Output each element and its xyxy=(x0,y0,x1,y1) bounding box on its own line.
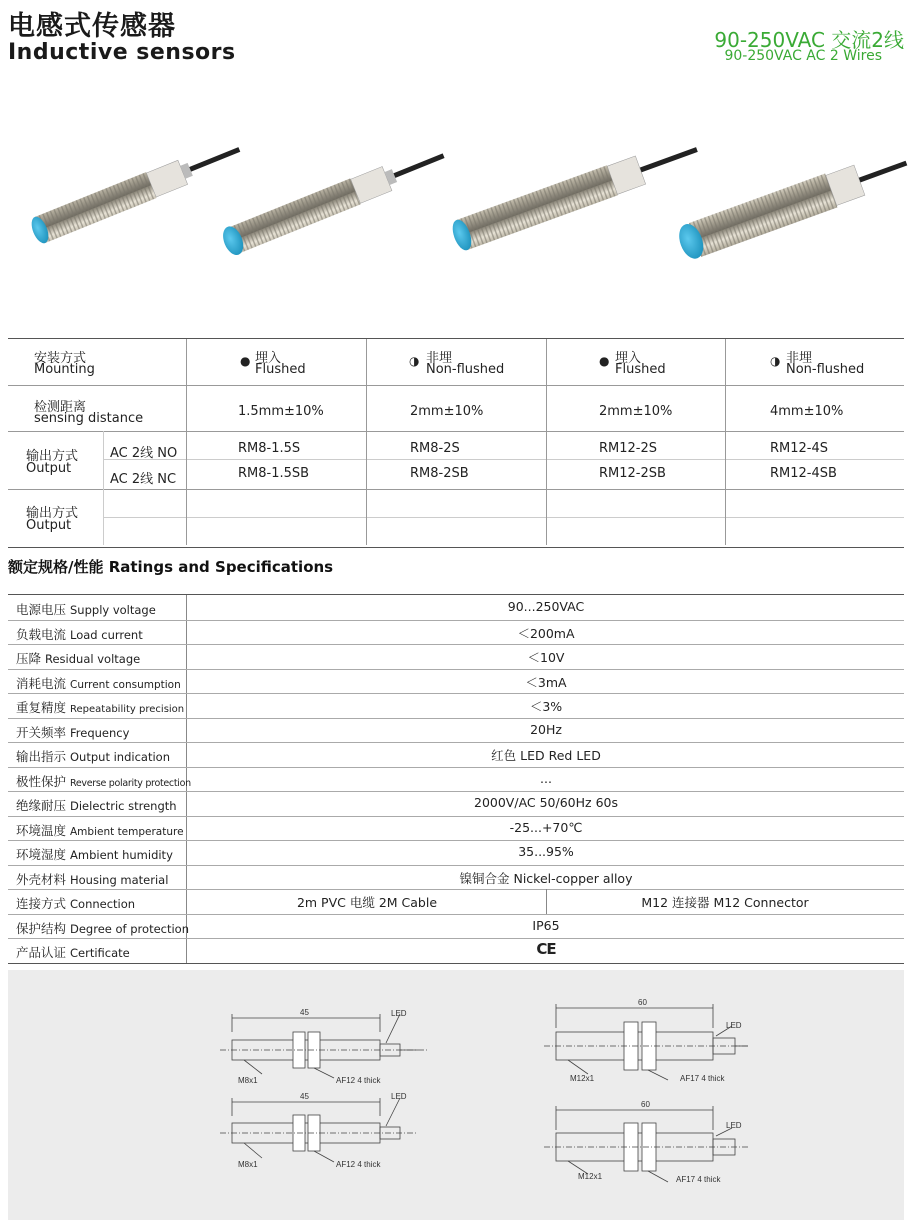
spec-row-current-consumption: 消耗电流 Current consumption ＜3mA xyxy=(8,669,904,695)
mount-icon-nonflushed: ◑ xyxy=(770,354,781,368)
col4-no-model: RM12-4S xyxy=(770,441,829,456)
col1-mount-cn: 埋入 xyxy=(255,351,282,366)
dim-thread-4: M12x1 xyxy=(578,1172,603,1181)
output-label-cn: 输出方式 xyxy=(26,449,79,464)
ce-mark: CE xyxy=(536,940,556,958)
col3-nc-model: RM12-2SB xyxy=(599,466,666,481)
dimension-drawings xyxy=(8,970,904,1220)
spec-row-certificate: 产品认证 Certificate CE xyxy=(8,938,904,963)
spec-row-load-current: 负载电流 Load current ＜200mA xyxy=(8,620,904,646)
mounting-label-cn: 安装方式 xyxy=(34,351,87,366)
dim-length-2: 45 xyxy=(300,1092,309,1101)
dim-nut-2: AF12 4 thick xyxy=(336,1160,381,1169)
output2-label-en: Output xyxy=(26,518,72,533)
col1-nc-model: RM8-1.5SB xyxy=(238,466,310,481)
col4-nc-model: RM12-4SB xyxy=(770,466,837,481)
sensor-photo-rm12-flushed xyxy=(449,134,702,252)
voltage-spec-en: 90-250VAC AC 2 Wires xyxy=(724,48,882,64)
col4-mount-cn: 非埋 xyxy=(786,351,813,366)
dim-thread-1: M8x1 xyxy=(238,1076,258,1085)
spec-row-residual-voltage: 压降 Residual voltage ＜10V xyxy=(8,644,904,670)
spec-row-frequency: 开关频率 Frequency 20Hz xyxy=(8,718,904,744)
output-label-en: Output xyxy=(26,461,72,476)
page-title-cn: 电感式传感器 xyxy=(8,11,176,42)
dim-nut-3: AF17 4 thick xyxy=(680,1074,725,1083)
drawing-m12-connector xyxy=(544,1106,750,1182)
drawing-m8-connector xyxy=(220,1098,418,1162)
dimension-drawings-svg xyxy=(8,970,904,1220)
mount-icon-nonflushed: ◑ xyxy=(409,354,420,368)
output2-label-cn: 输出方式 xyxy=(26,506,79,521)
mount-icon-flushed: ● xyxy=(240,354,251,368)
col1-mount-en: Flushed xyxy=(255,362,306,377)
dim-length-1: 45 xyxy=(300,1008,309,1017)
col3-distance: 2mm±10% xyxy=(599,404,673,419)
spec-row-supply-voltage: 电源电压 Supply voltage 90...250VAC xyxy=(8,595,904,621)
drawing-m12-cable xyxy=(544,1004,750,1080)
col4-mount-en: Non-flushed xyxy=(786,362,865,377)
connection-cable: 2m PVC 电缆 2M Cable xyxy=(296,895,438,910)
spec-row-connection: 连接方式 Connection 2m PVC 电缆 2M Cable M12 连接器 M12 Connector xyxy=(8,889,904,915)
col4-distance: 4mm±10% xyxy=(770,404,844,419)
specs-table xyxy=(8,594,904,964)
dim-nut-1: AF12 4 thick xyxy=(336,1076,381,1085)
specs-title: 额定规格/性能 Ratings and Specifications xyxy=(8,558,334,576)
spec-row-dielectric-strength: 绝缘耐压 Dielectric strength 2000V/AC 50/60Hz 60s xyxy=(8,791,904,817)
spec-row-repeatability: 重复精度 Repeatability precision ＜3% xyxy=(8,693,904,719)
col1-distance: 1.5mm±10% xyxy=(238,404,324,419)
spec-row-protection: 保护结构 Degree of protection IP65 xyxy=(8,914,904,940)
sensor-photo-rm12-nonflushed xyxy=(675,146,910,262)
spec-row-housing-material: 外壳材料 Housing material 镍铜合金 Nickel-copper alloy xyxy=(8,865,904,891)
drawing-m8-cable xyxy=(220,1014,428,1078)
col2-no-model: RM8-2S xyxy=(410,441,460,456)
distance-label-en: sensing distance xyxy=(34,411,144,426)
col3-mount-cn: 埋入 xyxy=(615,351,642,366)
dim-led-2: LED xyxy=(391,1092,407,1101)
distance-label-cn: 检测距离 xyxy=(34,400,87,415)
output-no-label: AC 2线 NO xyxy=(110,446,178,461)
dim-led-3: LED xyxy=(726,1021,742,1030)
col2-mount-en: Non-flushed xyxy=(426,362,505,377)
product-selection-table xyxy=(8,338,904,548)
spec-row-ambient-humidity: 环境湿度 Ambient humidity 35...95% xyxy=(8,840,904,866)
col3-mount-en: Flushed xyxy=(615,362,666,377)
spec-row-reverse-polarity: 极性保护 Reverse polarity protection ... xyxy=(8,767,904,793)
col2-distance: 2mm±10% xyxy=(410,404,484,419)
dim-led-1: LED xyxy=(391,1009,407,1018)
dim-nut-4: AF17 4 thick xyxy=(676,1175,721,1184)
dim-thread-2: M8x1 xyxy=(238,1160,258,1169)
sensor-photo-rm8-nonflushed xyxy=(219,142,449,258)
col3-no-model: RM12-2S xyxy=(599,441,658,456)
output-nc-label: AC 2线 NC xyxy=(110,472,177,487)
dim-length-3: 60 xyxy=(638,998,647,1007)
col1-no-model: RM8-1.5S xyxy=(238,441,301,456)
col2-mount-cn: 非埋 xyxy=(426,351,453,366)
dim-thread-3: M12x1 xyxy=(570,1074,595,1083)
sensor-photos xyxy=(0,130,910,280)
spec-row-ambient-temperature: 环境温度 Ambient temperature -25...+70℃ xyxy=(8,816,904,842)
dim-led-4: LED xyxy=(726,1121,742,1130)
mounting-label-en: Mounting xyxy=(34,362,95,377)
voltage-spec-cn: 90-250VAC 交流2线 xyxy=(714,28,904,52)
col2-nc-model: RM8-2SB xyxy=(410,466,469,481)
page-title-en: Inductive sensors xyxy=(8,40,236,65)
sensor-photo-rm8-flushed xyxy=(28,136,244,245)
mount-icon-flushed: ● xyxy=(599,354,610,368)
spec-row-output-indication: 输出指示 Output indication 红色 LED Red LED xyxy=(8,742,904,768)
connection-connector: M12 连接器 M12 Connector xyxy=(641,895,809,910)
dim-length-4: 60 xyxy=(641,1100,650,1109)
